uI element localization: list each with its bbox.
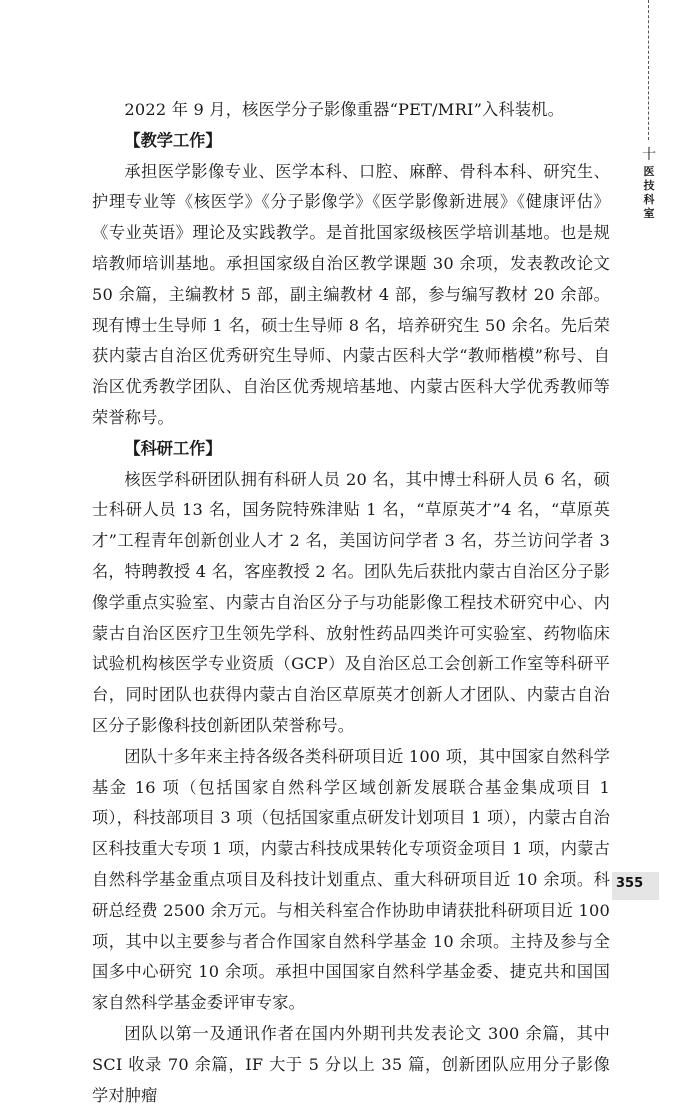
side-tab-char: 技 <box>643 179 655 192</box>
paragraph-intro: 2022 年 9 月，核医学分子影像重器“PET/MRI”入科装机。 <box>124 100 564 119</box>
paragraph-research-papers: 团队以第一及通讯作者在国内外期刊共发表论文 300 余篇，其中 SCI 收录 70 余篇，IF 大于 5 分以上 35 篇，创新团队应用分子影像学对肿瘤 <box>92 1023 610 1105</box>
page-number: 355 <box>616 876 644 891</box>
side-tab-label <box>640 165 658 221</box>
page-body-text <box>92 95 610 1111</box>
side-tab-plus-mark: 十 <box>642 147 656 163</box>
section-heading-teaching: 【教学工作】 <box>124 130 222 150</box>
section-heading-research: 【科研工作】 <box>124 438 222 458</box>
side-tab-dashed-line <box>648 0 649 140</box>
paragraph-research-projects: 团队十多年来主持各级各类科研项目近 100 项，其中国家自然科学基金 16 项（包括国家自然科学区域创新发展联合基金集成项目 1 项），科技部项目 3 项（包括国家重点研发计划项目 1 项），内蒙古自治区科技重大专项 1 项，内蒙古科技成果转化专项资金项目 1 项，内蒙古自然科学基金重点项目及科技计划重点、重大科研项目近 10 余项。科研总经费 2500 余万元。与相关科室合作协助申请获批科研项目近 100 项，其中以主要参与者合作国家自然科学基金 10 余项。主持及参与全国多中心研究 10 余项。承担中国国家自然科学基金委、捷克共和国国家自然科学基金委评审专家。 <box>92 746 610 1013</box>
paragraph-teaching: 承担医学影像专业、医学本科、口腔、麻醉、骨科本科、研究生、护理专业等《核医学》《分子影像学》《医学影像新进展》《健康评估》《专业英语》理论及实践教学。是首批国家级核医学培训基地。也是规培教师培训基地。承担国家级自治区教学课题 30 余项，发表教改论文 50 余篇，主编教材 5 部，副主编教材 4 部，参与编写教材 20 余部。现有博士生导师 1 名，硕士生导师 8 名，培养研究生 50 余名。先后荣获内蒙古自治区优秀研究生导师、内蒙古医科大学“教师楷模”称号、自治区优秀教学团队、自治区优秀规培基地、内蒙古医科大学优秀教师等荣誉称号。 <box>92 161 610 427</box>
side-tab-char: 医 <box>643 165 655 178</box>
side-tab-char: 科 <box>643 193 655 206</box>
paragraph-research-team: 核医学科研团队拥有科研人员 20 名，其中博士科研人员 6 名，硕士科研人员 13 名，国务院特殊津贴 1 名，“草原英才”4 名，“草原英才”工程青年创新创业人才 2 名，美国访问学者 3 名，芬兰访问学者 3 名，特聘教授 4 名，客座教授 2 名。团队先后获批内蒙古自治区分子影像学重点实验室、内蒙古自治区分子与功能影像工程技术研究中心、内蒙古自治区医疗卫生领先学科、放射性药品四类许可实验室、药物临床试验机构核医学专业资质（GCP）及自治区总工会创新工作室等科研平台，同时团队也获得内蒙古自治区草原英才创新人才团队、内蒙古自治区分子影像科技创新团队荣誉称号。 <box>92 469 610 735</box>
side-tab-char: 室 <box>643 207 655 220</box>
